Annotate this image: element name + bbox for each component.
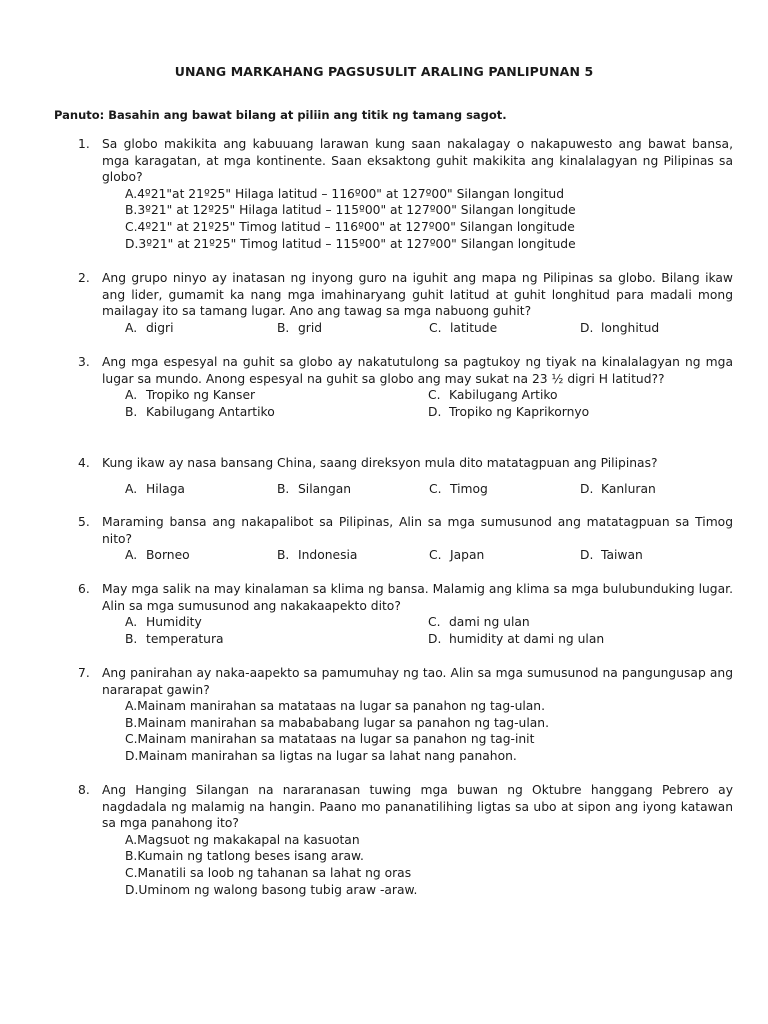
option — [125, 186, 733, 203]
question-3 — [78, 354, 733, 420]
option-text: humidity at dami ng ulan — [449, 631, 605, 646]
option — [125, 848, 733, 865]
option-letter: D. — [580, 548, 594, 563]
option-text: Silangan — [298, 481, 352, 496]
option-letter: B. — [125, 631, 138, 646]
instruction-text: Panuto: Basahin ang bawat bilang at piliin ang titik ng tamang sagot. — [54, 108, 507, 122]
options-list — [125, 698, 733, 764]
option — [580, 320, 732, 337]
question-number: 2. — [78, 271, 90, 285]
option-letter: D. — [428, 404, 442, 419]
question-text: Ang grupo ninyo ay inatasan ng inyong guro na iguhit ang mapa ng Pilipinas sa globo. Bilang ikaw ang lider, gumamit ka nang mga imahinaryang guhit latitud at guhit longhitud para madali mong mailagay ito sa tamang lugar. Ano ang tawag sa mga nabuong guhit? — [102, 271, 733, 319]
option — [429, 481, 580, 498]
option-letter: B. — [125, 715, 138, 730]
option-text: Borneo — [146, 548, 190, 563]
option-text: Hilaga — [146, 481, 185, 496]
option — [125, 236, 733, 253]
question-8 — [78, 782, 733, 898]
options-list — [125, 481, 733, 498]
option-text: Tropiko ng Kaprikornyo — [449, 404, 590, 419]
option-letter: D. — [125, 236, 139, 251]
option-text: 3º21" at 21º25" Timog latitud – 115º00" at 127º00" Silangan longitude — [138, 236, 576, 251]
option — [277, 481, 429, 498]
option — [429, 547, 580, 564]
option — [125, 748, 733, 765]
option — [125, 547, 277, 564]
option-text: Indonesia — [298, 548, 358, 563]
options-list — [125, 614, 733, 647]
option-text: digri — [146, 320, 174, 335]
options-list — [125, 547, 733, 564]
option — [125, 614, 428, 631]
option-letter: A. — [125, 320, 138, 335]
option-letter: A. — [125, 186, 138, 201]
option-text: Japan — [450, 548, 485, 563]
option-text: latitude — [450, 320, 498, 335]
question-text: Kung ikaw ay nasa bansang China, saang direksyon mula dito matatagpuan ang Pilipinas? — [102, 456, 658, 470]
option-letter: B. — [277, 320, 290, 335]
option-text: 4º21"at 21º25" Hilaga latitud – 116º00" at 127º00" Silangan longitud — [137, 186, 564, 201]
question-4 — [78, 455, 733, 497]
question-number: 3. — [78, 355, 90, 369]
option-letter: B. — [277, 548, 290, 563]
question-6 — [78, 581, 733, 647]
question-1 — [78, 136, 733, 252]
option-text: Tropiko ng Kanser — [146, 388, 256, 403]
question-text: Maraming bansa ang nakapalibot sa Pilipinas, Alin sa mga sumusunod ang matatagpuan sa Timog nito? — [102, 515, 733, 546]
question-number: 7. — [78, 666, 90, 680]
option-text: Mainam manirahan sa matataas na lugar sa panahon ng tag-init — [137, 732, 535, 747]
option-letter: A. — [125, 832, 138, 847]
option-letter: D. — [125, 748, 139, 763]
page-title: UNANG MARKAHANG PAGSUSULIT ARALING PANLIPUNAN 5 — [174, 64, 594, 79]
options-list — [125, 832, 733, 898]
option-letter: B. — [125, 849, 138, 864]
option-text: Manatili sa loob ng tahanan sa lahat ng oras — [137, 865, 412, 880]
option — [125, 715, 733, 732]
options-list — [125, 387, 733, 420]
option-text: dami ng ulan — [449, 615, 530, 630]
option-letter: A. — [125, 548, 138, 563]
option-text: longhitud — [601, 320, 660, 335]
option-letter: D. — [580, 320, 594, 335]
question-number: 8. — [78, 783, 90, 797]
option-text: Kumain ng tatlong beses isang araw. — [137, 849, 364, 864]
option — [428, 631, 731, 648]
option-letter: A. — [125, 699, 138, 714]
option — [125, 731, 733, 748]
question-number: 5. — [78, 515, 90, 529]
option-text: 4º21" at 21º25" Timog latitud – 116º00" at 127º00" Silangan longitude — [137, 219, 575, 234]
option-text: grid — [298, 320, 323, 335]
option — [428, 404, 731, 421]
question-number: 6. — [78, 582, 90, 596]
option-letter: A. — [125, 615, 138, 630]
option-letter: D. — [125, 882, 139, 897]
option-text: Mainam manirahan sa matataas na lugar sa panahon ng tag-ulan. — [137, 699, 546, 714]
option — [125, 202, 733, 219]
option — [428, 387, 731, 404]
option-letter: C. — [125, 865, 138, 880]
option-text: temperatura — [146, 631, 224, 646]
question-2 — [78, 270, 733, 336]
option-text: Taiwan — [601, 548, 643, 563]
option-letter: C. — [125, 732, 138, 747]
option-text: Kanluran — [601, 481, 656, 496]
option — [125, 387, 428, 404]
question-7 — [78, 665, 733, 765]
question-text: Ang mga espesyal na guhit sa globo ay nakatutulong sa pagtukoy ng tiyak na kinalalagyan ng mga lugar sa mundo. Anong espesyal na guhit sa globo ang may sukat na 23 ½ digri H latitud?? — [102, 355, 733, 386]
option — [125, 219, 733, 236]
question-text: May mga salik na may kinalaman sa klima ng bansa. Malamig ang klima sa mga bulubunduking lugar. Alin sa mga sumusunod ang nakakaapekto dito? — [102, 582, 733, 613]
option-letter: C. — [125, 219, 138, 234]
option — [580, 547, 732, 564]
option — [277, 320, 429, 337]
option-text: Mainam manirahan sa ligtas na lugar sa lahat nang panahon. — [138, 748, 517, 763]
option — [125, 865, 733, 882]
option-letter: B. — [277, 481, 290, 496]
option-letter: C. — [429, 548, 442, 563]
option-letter: C. — [428, 388, 441, 403]
option — [125, 631, 428, 648]
option-text: Timog — [450, 481, 488, 496]
options-list — [125, 186, 733, 252]
question-text: Ang panirahan ay naka-aapekto sa pamumuhay ng tao. Alin sa mga sumusunod na pangungusap ang nararapat gawin? — [102, 666, 733, 697]
option-letter: A. — [125, 481, 138, 496]
option — [125, 698, 733, 715]
options-list — [125, 320, 733, 337]
option — [125, 481, 277, 498]
option-letter: B. — [125, 203, 138, 218]
option-text: Mainam manirahan sa mabababang lugar sa panahon ng tag-ulan. — [137, 715, 549, 730]
option-text: Humidity — [146, 615, 202, 630]
question-number: 4. — [78, 456, 90, 470]
option-text: Magsuot ng makakapal na kasuotan — [137, 832, 360, 847]
question-5 — [78, 514, 733, 564]
option-text: Uminom ng walong basong tubig araw -araw. — [138, 882, 418, 897]
option-letter: C. — [428, 615, 441, 630]
option-letter: C. — [429, 481, 442, 496]
option — [125, 404, 428, 421]
option-text: 3º21" at 12º25" Hilaga latitud – 115º00" at 127º00" Silangan longitude — [137, 203, 576, 218]
option — [429, 320, 580, 337]
option — [125, 832, 733, 849]
question-number: 1. — [78, 137, 90, 151]
option — [125, 882, 733, 899]
option-letter: D. — [428, 631, 442, 646]
option-text: Kabilugang Artiko — [449, 388, 558, 403]
question-text: Sa globo makikita ang kabuuang larawan kung saan nakalagay o nakapuwesto ang bawat bansa, mga karagatan, at mga kontinente. Saan eksaktong guhit makikita ang kinalalagyan ng Pilipinas sa globo? — [102, 137, 733, 185]
option-letter: D. — [580, 481, 594, 496]
option-letter: A. — [125, 388, 138, 403]
option-text: Kabilugang Antartiko — [146, 404, 275, 419]
option — [277, 547, 429, 564]
option — [428, 614, 731, 631]
option — [125, 320, 277, 337]
option-letter: C. — [429, 320, 442, 335]
option-letter: B. — [125, 404, 138, 419]
question-text: Ang Hanging Silangan na nararanasan tuwing mga buwan ng Oktubre hanggang Pebrero ay nagdadala ng malamig na hangin. Paano mo pananatilihing ligtas sa ubo at sipon ang iyong katawan sa mga panahong ito? — [102, 783, 733, 831]
option — [580, 481, 732, 498]
